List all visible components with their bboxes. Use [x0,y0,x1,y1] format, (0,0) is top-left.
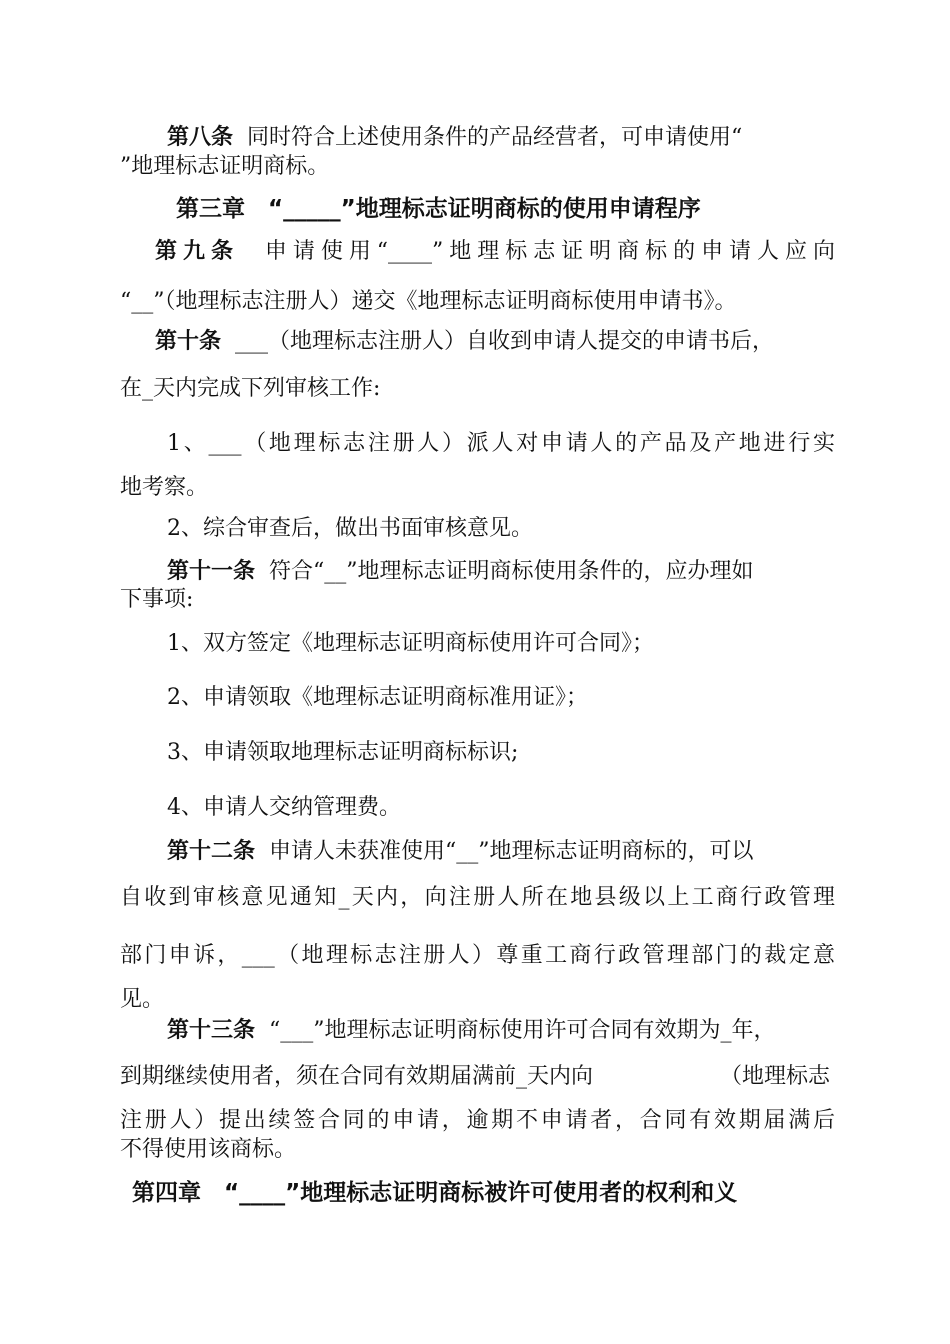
article-12-text-1: 申请人未获准使用“__”地理标志证明商标的，可以 [269,839,754,864]
article-9-text-1: 申请使用“____”地理标志证明商标的申请人应向 [264,239,835,264]
article-11-item-3: 3、申请领取地理标志证明商标标识; [167,740,519,765]
article-13-text-1: “___”地理标志证明商标使用许可合同有效期为_年， [269,1018,776,1043]
chapter-4-heading: 第四章 “____”地理标志证明商标被许可使用者的权利和义 [132,1180,738,1206]
article-8-heading: 第八条 [167,125,234,150]
article-9-text-2: “__”（地理标志注册人）递交《地理标志证明商标使用申请书》。 [120,289,737,314]
article-13-heading: 第十三条 [167,1018,256,1043]
article-11-item-4: 4、申请人交纳管理费。 [167,795,401,820]
article-13-text-2a: 到期继续使用者，须在合同有效期届满前_天内向 [120,1064,594,1089]
article-11-text-1: 符合“__”地理标志证明商标使用条件的，应办理如 [269,559,754,584]
article-8-text-1: 同时符合上述使用条件的产品经营者，可申请使用“ [247,125,743,150]
article-13-line-1 [167,1017,839,1045]
article-8-line-1 [167,124,835,152]
article-11-heading: 第十一条 [167,559,256,584]
article-10-line-2 [120,375,835,403]
article-12-line-4: 见。 [120,987,165,1012]
article-12-heading: 第十二条 [167,839,256,864]
article-13-text-2b: （地理标志 [720,1064,831,1089]
article-13-line-3: 注册人）提出续签合同的申请，逾期不申请者，合同有效期届满后 [120,1108,835,1133]
article-13-line-2 [120,1063,835,1091]
article-9-line-2 [120,288,835,316]
article-8-line-2 [120,153,835,181]
article-10-item-1-cont: 地考察。 [120,475,209,500]
article-11-item-1: 1、双方签定《地理标志证明商标使用许可合同》； [167,631,654,656]
article-8-text-2: ”地理标志证明商标。 [120,154,330,179]
article-12-line-1 [167,838,835,866]
article-10-item-2: 2、综合审查后，做出书面审核意见。 [167,516,533,541]
article-10-heading: 第十条 [155,329,222,354]
article-10-line-1 [155,328,835,356]
article-9-line-1 [155,238,835,266]
article-9-heading: 第九条 [155,239,239,264]
article-13-line-4: 不得使用该商标。 [120,1137,297,1162]
article-11-line-1 [167,558,835,586]
article-12-line-3: 部门申诉，___（地理标志注册人）尊重工商行政管理部门的裁定意 [120,943,835,968]
article-10-text-2: 在_天内完成下列审核工作: [120,376,381,401]
article-12-line-2: 自收到审核意见通知_天内，向注册人所在地县级以上工商行政管理 [120,885,835,910]
article-10-item-1: 1、___（地理标志注册人）派人对申请人的产品及产地进行实 [167,431,835,456]
article-11-line-2: 下事项: [120,587,194,612]
article-11-item-2: 2、申请领取《地理标志证明商标准用证》； [167,685,588,710]
article-10-text-1: ___（地理标志注册人）自收到申请人提交的申请书后， [235,329,775,354]
chapter-3-heading: 第三章 “_____”地理标志证明商标的使用申请程序 [176,196,701,222]
